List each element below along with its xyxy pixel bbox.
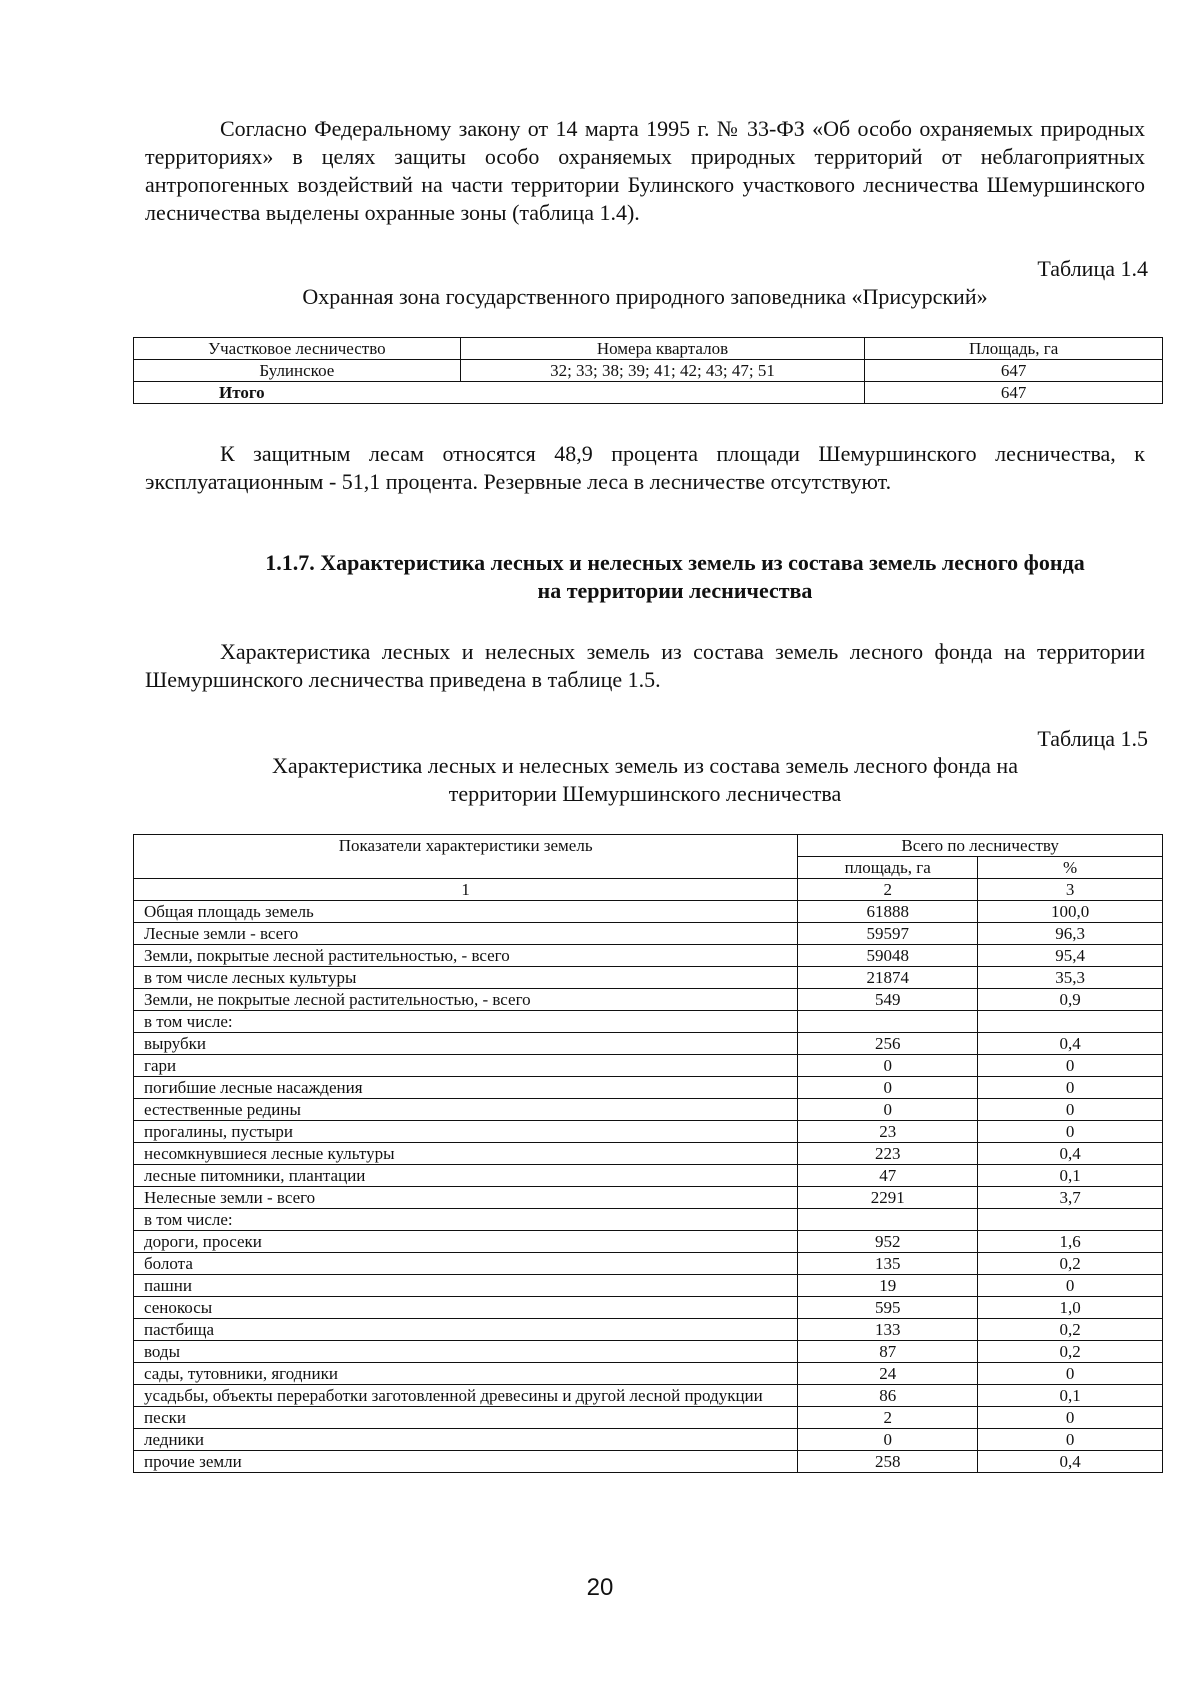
area-cell: 0 (798, 1077, 978, 1099)
table-row (134, 1187, 1163, 1209)
percent-cell: 0,2 (978, 1319, 1163, 1341)
area-cell: 256 (798, 1033, 978, 1055)
table-1-5-body (134, 901, 1163, 1473)
percent-cell: 0,1 (978, 1385, 1163, 1407)
indicator-cell: естественные редины (134, 1099, 798, 1121)
table-row (134, 1055, 1163, 1077)
header-cell: Площадь, га (865, 338, 1163, 360)
area-cell: 258 (798, 1451, 978, 1473)
percent-cell: 35,3 (978, 967, 1163, 989)
table-1-5-title-line1: Характеристика лесных и нелесных земель из состава земель лесного фонда на (272, 753, 1018, 778)
indicator-cell: гари (134, 1055, 798, 1077)
percent-cell: 0 (978, 1055, 1163, 1077)
protective-forests-paragraph: К защитным лесам относятся 48,9 процента площади Шемуршинского лесничества, к эксплуатационным - 51,1 процента. Резервные леса в лесничестве отсутствуют. (145, 441, 1145, 494)
percent-cell: 3,7 (978, 1187, 1163, 1209)
area-cell: 952 (798, 1231, 978, 1253)
indicator-cell: усадьбы, объекты переработки заготовленной древесины и другой лесной продукции (134, 1385, 798, 1407)
table-row (134, 1385, 1163, 1407)
header-cell: Номера кварталов (460, 338, 865, 360)
table-row (134, 1297, 1163, 1319)
table-row (134, 1363, 1163, 1385)
indicator-cell: дороги, просеки (134, 1231, 798, 1253)
percent-cell (978, 1209, 1163, 1231)
table-1-5-label: Таблица 1.5 (1037, 726, 1148, 751)
area-cell: 21874 (798, 967, 978, 989)
table-row (134, 1231, 1163, 1253)
percent-cell: 1,6 (978, 1231, 1163, 1253)
area-cell: 0 (798, 1429, 978, 1451)
indicator-cell: пастбища (134, 1319, 798, 1341)
area-cell: 0 (798, 1099, 978, 1121)
percent-cell (978, 1011, 1163, 1033)
column-number: 3 (978, 879, 1163, 901)
table-row (134, 989, 1163, 1011)
percent-cell: 0,2 (978, 1341, 1163, 1363)
table-row (134, 1341, 1163, 1363)
percent-cell: 100,0 (978, 901, 1163, 923)
section-heading (200, 549, 1150, 605)
table-header-row (134, 835, 1163, 857)
area-cell: 2291 (798, 1187, 978, 1209)
table-row (134, 1407, 1163, 1429)
percent-cell: 0,4 (978, 1143, 1163, 1165)
table-1-5 (133, 834, 1163, 1473)
table-row (134, 967, 1163, 989)
table-row (134, 1121, 1163, 1143)
area-cell: 549 (798, 989, 978, 1011)
table-cell: 32; 33; 38; 39; 41; 42; 43; 47; 51 (460, 360, 865, 382)
indicator-cell: в том числе лесных культуры (134, 967, 798, 989)
indicator-cell: сады, тутовники, ягодники (134, 1363, 798, 1385)
indicator-cell: прогалины, пустыри (134, 1121, 798, 1143)
total-label: Итого (134, 382, 865, 404)
indicator-cell: погибшие лесные насаждения (134, 1077, 798, 1099)
table-1-4-label: Таблица 1.4 (1037, 256, 1148, 281)
table-row (134, 1099, 1163, 1121)
percent-cell: 0,4 (978, 1033, 1163, 1055)
header-total: Всего по лесничеству (798, 835, 1163, 857)
table-cell: Булинское (134, 360, 461, 382)
header-indicators: Показатели характеристики земель (134, 835, 798, 879)
indicator-cell: Нелесные земли - всего (134, 1187, 798, 1209)
indicator-cell: болота (134, 1253, 798, 1275)
table-row (134, 1077, 1163, 1099)
area-cell: 47 (798, 1165, 978, 1187)
area-cell: 223 (798, 1143, 978, 1165)
percent-cell: 0,9 (978, 989, 1163, 1011)
table-row (134, 1319, 1163, 1341)
table-row (134, 1253, 1163, 1275)
percent-cell: 0,1 (978, 1165, 1163, 1187)
table-cell: 647 (865, 360, 1163, 382)
table-row (134, 1429, 1163, 1451)
area-cell: 59597 (798, 923, 978, 945)
table-row (134, 1011, 1163, 1033)
table-1-4-title: Охранная зона государственного природного заповедника «Присурский» (302, 284, 988, 309)
indicator-cell: Лесные земли - всего (134, 923, 798, 945)
table-1-5-title-line2: территории Шемуршинского лесничества (448, 781, 842, 806)
indicator-cell: прочие земли (134, 1451, 798, 1473)
area-cell: 87 (798, 1341, 978, 1363)
table-1-5-title (145, 752, 1145, 808)
area-cell: 135 (798, 1253, 978, 1275)
percent-cell: 0 (978, 1407, 1163, 1429)
column-number-row (134, 879, 1163, 901)
column-number: 1 (134, 879, 798, 901)
table-header-row (134, 338, 1163, 360)
area-cell: 86 (798, 1385, 978, 1407)
area-cell: 19 (798, 1275, 978, 1297)
total-value: 647 (865, 382, 1163, 404)
area-cell: 595 (798, 1297, 978, 1319)
percent-cell: 1,0 (978, 1297, 1163, 1319)
percent-cell: 0 (978, 1077, 1163, 1099)
area-cell: 133 (798, 1319, 978, 1341)
percent-cell: 95,4 (978, 945, 1163, 967)
table-row (134, 1451, 1163, 1473)
table-row (134, 1033, 1163, 1055)
table-row (134, 1209, 1163, 1231)
table-row (134, 1143, 1163, 1165)
page-number: 20 (586, 1574, 614, 1601)
table-row (134, 901, 1163, 923)
total-row (134, 382, 1163, 404)
indicator-cell: воды (134, 1341, 798, 1363)
percent-cell: 0 (978, 1099, 1163, 1121)
indicator-cell: в том числе: (134, 1209, 798, 1231)
area-cell: 2 (798, 1407, 978, 1429)
intro-paragraph: Согласно Федеральному закону от 14 марта 1995 г. № 33-ФЗ «Об особо охраняемых природных территориях» в целях защиты особо охраняемых природных территорий от неблагоприятных антропогенных воздействий на части территории Булинского участкового лесничества Шемуршинского лесничества выделены охранные зоны (таблица 1.4). (145, 116, 1145, 225)
section-heading-line2: на территории лесничества (537, 578, 813, 603)
percent-cell: 0 (978, 1275, 1163, 1297)
table-row (134, 360, 1163, 382)
indicator-cell: в том числе: (134, 1011, 798, 1033)
indicator-cell: пашни (134, 1275, 798, 1297)
indicator-cell: ледники (134, 1429, 798, 1451)
column-number: 2 (798, 879, 978, 901)
table-row (134, 945, 1163, 967)
header-cell: Участковое лесничество (134, 338, 461, 360)
indicator-cell: сенокосы (134, 1297, 798, 1319)
percent-cell: 96,3 (978, 923, 1163, 945)
percent-cell: 0,4 (978, 1451, 1163, 1473)
table-row (134, 1275, 1163, 1297)
table-row (134, 923, 1163, 945)
percent-cell: 0,2 (978, 1253, 1163, 1275)
percent-cell: 0 (978, 1121, 1163, 1143)
indicator-cell: Земли, покрытые лесной растительностью, - всего (134, 945, 798, 967)
header-area: площадь, га (798, 857, 978, 879)
lands-paragraph: Характеристика лесных и нелесных земель из состава земель лесного фонда на территории Шемуршинского лесничества приведена в таблице 1.5. (145, 639, 1145, 692)
area-cell: 24 (798, 1363, 978, 1385)
area-cell (798, 1011, 978, 1033)
indicator-cell: пески (134, 1407, 798, 1429)
area-cell: 23 (798, 1121, 978, 1143)
table-row (134, 1165, 1163, 1187)
table-1-4 (133, 337, 1163, 404)
indicator-cell: Общая площадь земель (134, 901, 798, 923)
area-cell: 61888 (798, 901, 978, 923)
section-heading-line1: 1.1.7. Характеристика лесных и нелесных земель из состава земель лесного фонда (265, 550, 1085, 575)
header-pct: % (978, 857, 1163, 879)
percent-cell: 0 (978, 1363, 1163, 1385)
indicator-cell: несомкнувшиеся лесные культуры (134, 1143, 798, 1165)
indicator-cell: вырубки (134, 1033, 798, 1055)
area-cell (798, 1209, 978, 1231)
area-cell: 59048 (798, 945, 978, 967)
indicator-cell: Земли, не покрытые лесной растительностью, - всего (134, 989, 798, 1011)
indicator-cell: лесные питомники, плантации (134, 1165, 798, 1187)
percent-cell: 0 (978, 1429, 1163, 1451)
area-cell: 0 (798, 1055, 978, 1077)
